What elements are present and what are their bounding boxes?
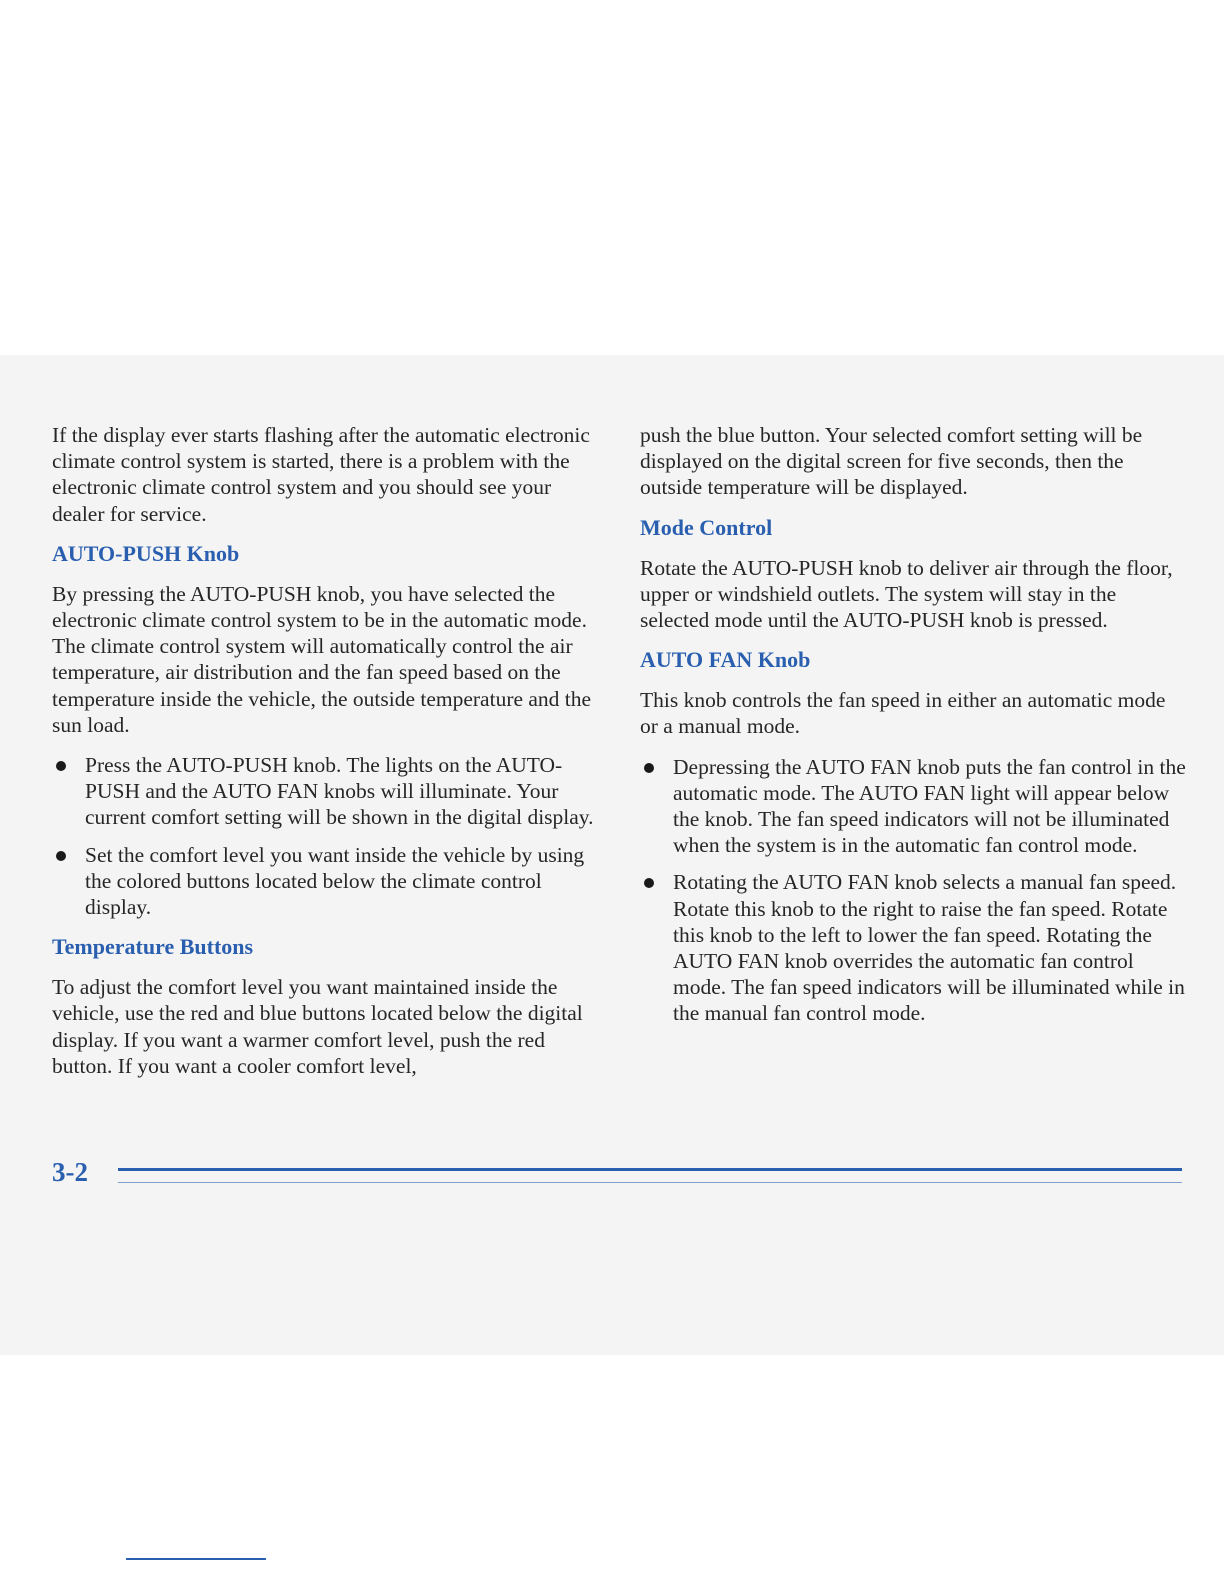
list-item	[52, 842, 600, 921]
auto-fan-paragraph: This knob controls the fan speed in either an automatic mode or a manual mode.	[640, 688, 1166, 739]
temperature-buttons-heading: Temperature Buttons	[52, 934, 254, 960]
bullet-icon	[644, 878, 654, 888]
auto-fan-bullet-list	[640, 754, 1188, 1027]
right-column	[640, 422, 1188, 1041]
list-item	[640, 869, 1188, 1026]
auto-push-heading: AUTO-PUSH Knob	[52, 540, 240, 566]
intro-paragraph: If the display ever starts flashing after the automatic electronic climate control system is started, there is a problem with the electronic climate control system and you should see your dealer for service.	[52, 423, 590, 526]
list-item	[52, 752, 600, 831]
temperature-paragraph: To adjust the comfort level you want maintained inside the vehicle, use the red and blue buttons located below the digital display. If you want a warmer comfort level, push the red button. If you want a cooler comfort level,	[52, 975, 583, 1078]
continuation-paragraph: push the blue button. Your selected comfort setting will be displayed on the digital screen for five seconds, then the outside temperature will be displayed.	[640, 423, 1143, 500]
left-column	[52, 422, 600, 1093]
bullet-icon	[644, 763, 654, 773]
footer-rule-thin	[118, 1182, 1182, 1183]
auto-push-bullet-list	[52, 752, 600, 920]
bullet-icon	[56, 761, 66, 771]
bottom-link-underline	[126, 1558, 266, 1560]
page-number: 3-2	[52, 1157, 88, 1187]
mode-control-heading: Mode Control	[640, 514, 773, 540]
footer-rule	[118, 1168, 1182, 1171]
list-item-text: Depressing the AUTO FAN knob puts the fan control in the automatic mode. The AUTO FAN light will appear below the knob. The fan speed indicators will not be illuminated when the system is in the automatic fan control mode.	[673, 754, 1186, 858]
mode-control-paragraph: Rotate the AUTO-PUSH knob to deliver air through the floor, upper or windshield outlets. The system will stay in the selected mode until the AUTO-PUSH knob is pressed.	[640, 555, 1173, 633]
auto-fan-heading: AUTO FAN Knob	[640, 647, 811, 673]
list-item-text: Set the comfort level you want inside the vehicle by using the colored buttons located below the climate control display.	[85, 842, 585, 920]
list-item-text: Rotating the AUTO FAN knob selects a manual fan speed. Rotate this knob to the right to raise the fan speed. Rotate this knob to the left to lower the fan speed. Rotating the AUTO FAN knob overrides the automatic fan control mode. The fan speed indicators will be illuminated while in the manual fan control mode.	[673, 870, 1185, 1026]
list-item-text: Press the AUTO-PUSH knob. The lights on the AUTO-PUSH and the AUTO FAN knobs will illuminate. Your current comfort setting will be shown in the digital display.	[85, 753, 594, 830]
bullet-icon	[56, 851, 66, 861]
auto-push-paragraph: By pressing the AUTO-PUSH knob, you have selected the electronic climate control system to be in the automatic mode. The climate control system will automatically control the air temperature, air distribution and the fan speed based on the temperature inside the vehicle, the outside temperature and the sun load.	[52, 581, 592, 737]
list-item	[640, 754, 1188, 859]
